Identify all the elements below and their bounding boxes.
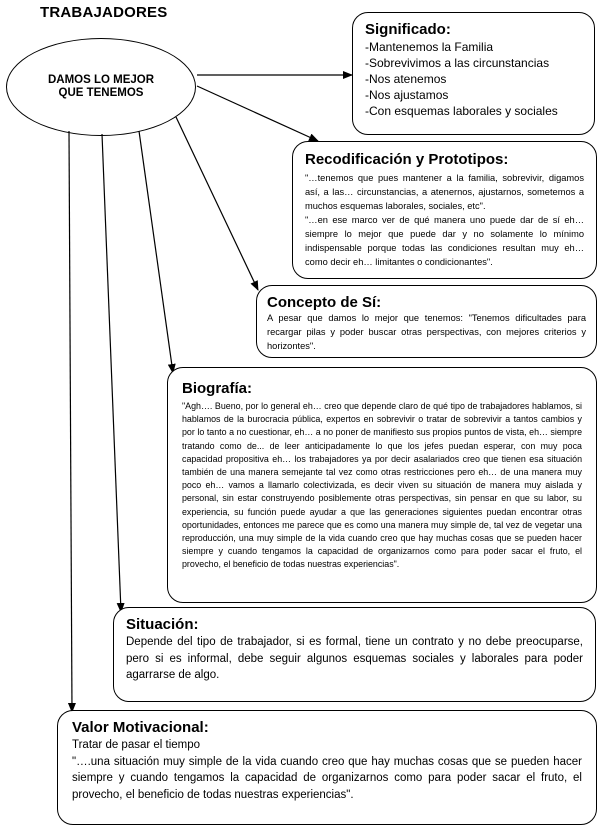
valor-quote: "….una situación muy simple de la vida cuando creo que hay muchas cosas que se pueden hacer siempre y cuando tengamos la capacidad de organizarnos como para poder sacar el fruto, el provecho, el beneficio de todas nuestras experiencias". bbox=[72, 755, 582, 801]
significado-item: -Nos atenemos bbox=[365, 72, 447, 86]
center-node-line2: QUE TENEMOS bbox=[58, 87, 144, 99]
significado-box bbox=[352, 12, 595, 135]
biografia-text: "Agh…. Bueno, por lo general eh… creo que depende claro de qué tipo de trabajadores hablamos, si hablamos de la burocracia pública, expertos en sobrevivir o tratar de sobrevivir a tantos cambios y por lo tanto a no cuestionar, eh… a no poner de manifiesto sus propios puntos de vista, eh… siempre tratando como de... de leer anticipadamente lo que los jefes puedan esperar, con muy poca capacidad propositiva eh… los trabajadores ya por decir asalariados creo que tienen esa situación también de una manera semejante tal vez como otras restricciones pero eh… de una manera muy poco eh… vamos a llamarlo colectivizada, es decir viven su situación de manera muy aislada y personal, sin estar construyendo posiblemente otras perspectivas, sin pensar en que su labor, su experiencia, su función puede ayudar a que las generaciones siguientes puedan encontrar otras oportunidades, entonces me parece que es como una manera muy simple de, tal vez de vegetar una reproducción, una muy simple de la vida cuando creo que hay muchas cosas que se pueden hacer siempre y cuando tengamos la capacidad de organizarnos como para poder sacar el fruto, el provecho, el beneficio de todas nuestras experiencias". bbox=[182, 401, 582, 570]
concepto-box bbox=[256, 285, 597, 358]
recodificacion-quote-1: "…tenemos que pues mantener a la familia, sobrevivir, digamos así, a las… circunstancias, a atenernos, ajustarnos, sometemos a muchos esquemas laborales, sociales, etc". bbox=[305, 173, 584, 211]
biografia-heading: Biografía: bbox=[182, 380, 253, 397]
situacion-box bbox=[113, 607, 596, 702]
arrow-to-situacion bbox=[102, 134, 121, 612]
biografia-box bbox=[167, 367, 597, 603]
valor-heading: Valor Motivacional: bbox=[72, 719, 209, 736]
valor-subtitle: Tratar de pasar el tiempo bbox=[72, 739, 201, 751]
significado-item: -Nos ajustamos bbox=[365, 88, 449, 102]
center-node-line1: DAMOS LO MEJOR bbox=[47, 74, 155, 86]
arrow-to-valor bbox=[69, 131, 72, 712]
arrow-to-recodificacion bbox=[197, 86, 318, 141]
significado-item: -Sobrevivimos a las circunstancias bbox=[365, 56, 550, 70]
concepto-heading: Concepto de Sí: bbox=[267, 294, 382, 311]
recodificacion-quote-2: "…en ese marco ver de qué manera uno puede dar de sí eh… siempre lo mejor que puede dar y no solamente lo mínimo indispensable porque todas las condiciones resultan muy eh… como decir eh… limitantes o condicionantes". bbox=[305, 215, 584, 267]
center-node bbox=[6, 38, 196, 136]
significado-item: -Mantenemos la Familia bbox=[365, 40, 494, 54]
diagram-title: TRABAJADORES bbox=[40, 4, 168, 21]
valor-box bbox=[57, 710, 597, 825]
situacion-text: Depende del tipo de trabajador, si es formal, tiene un contrato y no debe preocuparse, pero si es informal, debe seguir algunos esquemas sociales y laborales para poder agarrarse de algo. bbox=[126, 636, 583, 681]
significado-item: -Con esquemas laborales y sociales bbox=[365, 104, 558, 118]
situacion-heading: Situación: bbox=[126, 616, 199, 633]
recodificacion-heading: Recodificación y Prototipos: bbox=[305, 151, 509, 168]
significado-heading: Significado: bbox=[365, 21, 451, 38]
arrow-to-biografia bbox=[139, 131, 173, 373]
arrow-to-concepto bbox=[176, 117, 258, 290]
recodificacion-box bbox=[292, 141, 597, 279]
concepto-text: A pesar que damos lo mejor que tenemos: "Tenemos dificultades para recargar pilas y poder buscar otras perspectivas, con mejores criterios y horizontes". bbox=[267, 313, 586, 351]
